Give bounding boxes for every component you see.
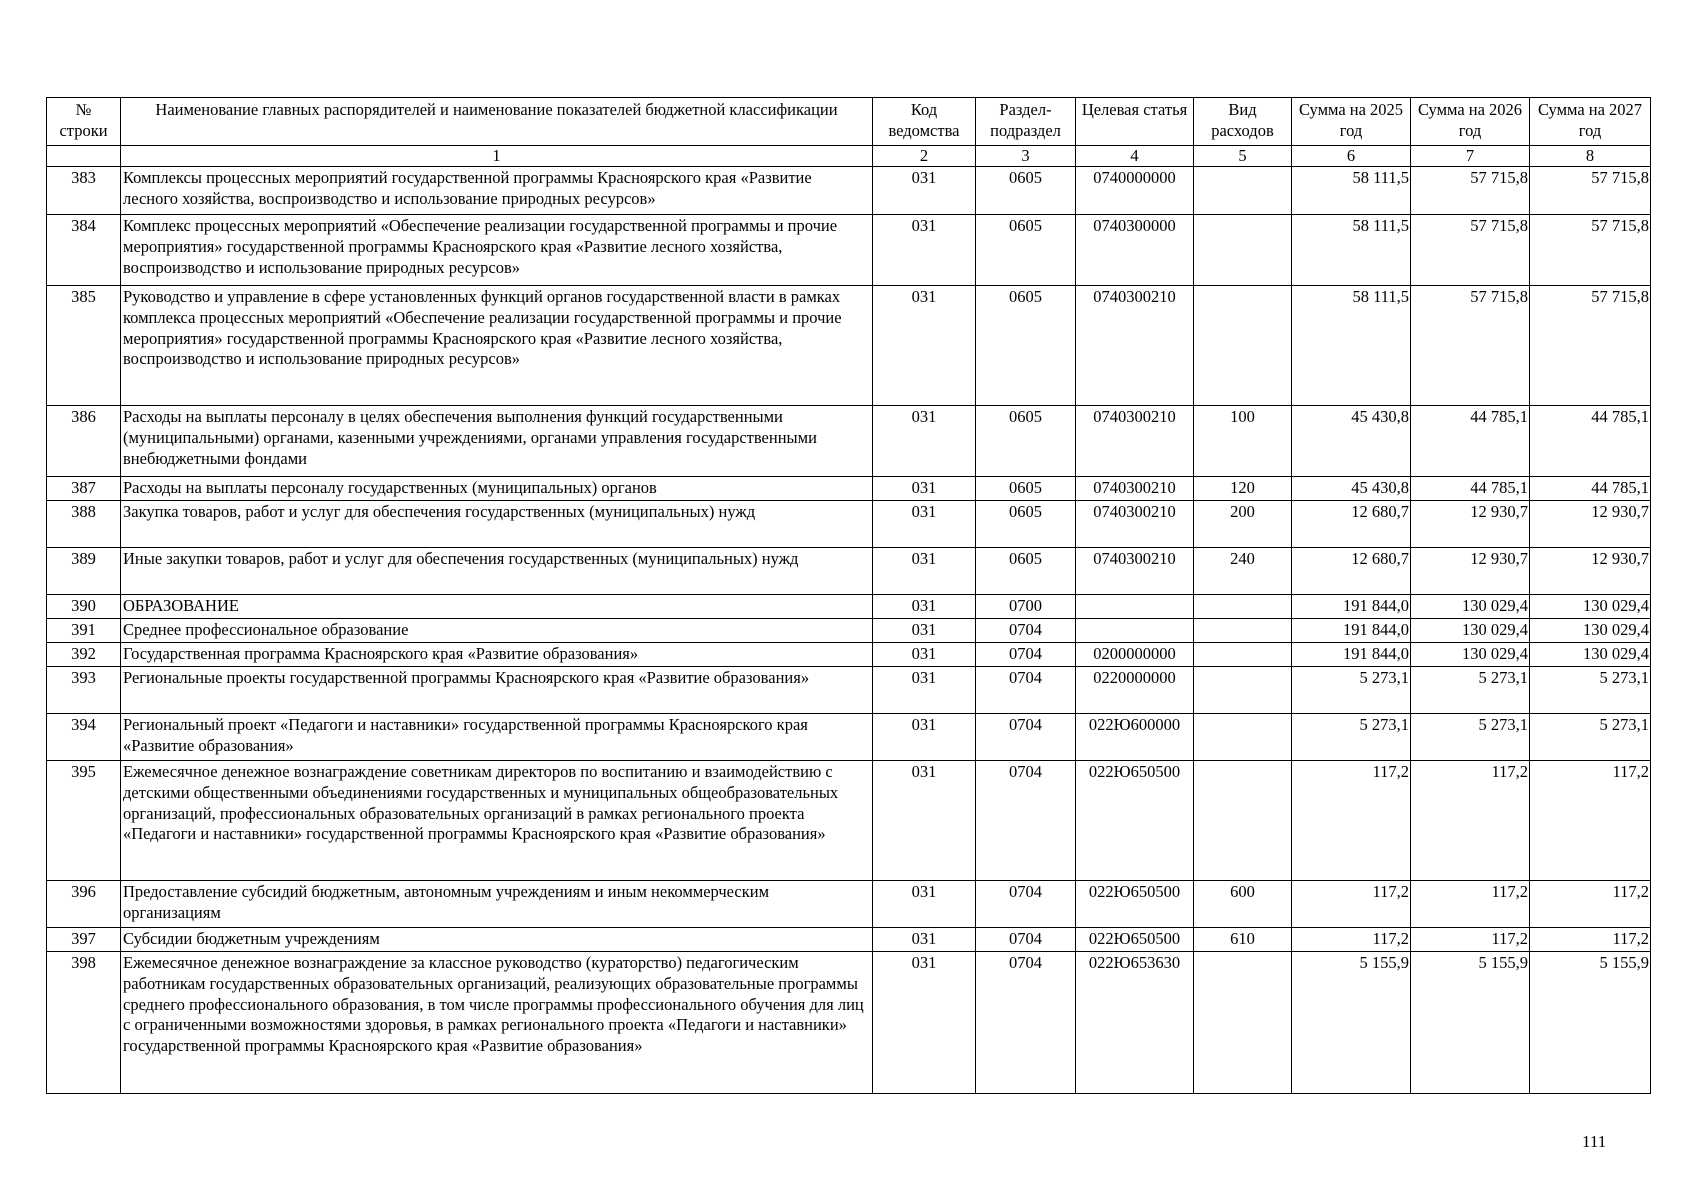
row-sum-2027: 44 785,1: [1530, 406, 1651, 477]
table-row: [47, 286, 1651, 406]
row-sum-2025: 117,2: [1292, 881, 1411, 928]
row-sum-2025: 191 844,0: [1292, 595, 1411, 619]
budget-table: [46, 97, 1651, 1094]
row-sum-2027: 130 029,4: [1530, 619, 1651, 643]
row-department-code: 031: [873, 952, 976, 1094]
row-department-code: 031: [873, 501, 976, 548]
row-target-article: 0740300210: [1076, 406, 1194, 477]
row-section: 0704: [976, 619, 1076, 643]
row-sum-2025: 117,2: [1292, 928, 1411, 952]
row-number: 388: [47, 501, 121, 548]
row-department-code: 031: [873, 548, 976, 595]
row-name: Предоставление субсидий бюджетным, автономным учреждениям и иным некоммерческим организациям: [121, 881, 873, 928]
row-sum-2025: 45 430,8: [1292, 477, 1411, 501]
row-department-code: 031: [873, 714, 976, 761]
table-row: [47, 952, 1651, 1094]
row-sum-2027: 57 715,8: [1530, 286, 1651, 406]
column-number: 4: [1076, 146, 1194, 167]
row-target-article: 022Ю653630: [1076, 952, 1194, 1094]
header-row: [47, 98, 1651, 146]
row-sum-2025: 5 155,9: [1292, 952, 1411, 1094]
row-name: Расходы на выплаты персоналу в целях обеспечения выполнения функций государственными (муниципальными) органами, казенными учреждениями, органами управления государственными внебюджетными фондами: [121, 406, 873, 477]
row-section: 0605: [976, 477, 1076, 501]
column-number: 5: [1194, 146, 1292, 167]
column-number: 8: [1530, 146, 1651, 167]
row-target-article: 022Ю650500: [1076, 928, 1194, 952]
row-department-code: 031: [873, 643, 976, 667]
row-sum-2026: 12 930,7: [1411, 501, 1530, 548]
row-target-article: [1076, 619, 1194, 643]
header-sum-2027: Сумма на 2027 год: [1530, 98, 1651, 146]
table-header: [47, 98, 1651, 167]
table-row: [47, 667, 1651, 714]
row-name: Ежемесячное денежное вознаграждение советникам директоров по воспитанию и взаимодействию с детскими общественными объединениями государственных и муниципальных общеобразовательных организаций, профессиональных образовательных организаций в рамках регионального проекта «Педагоги и наставники» государственной программы Красноярского края «Развитие образования»: [121, 761, 873, 881]
row-expense-kind: [1194, 761, 1292, 881]
table-row: [47, 167, 1651, 215]
row-number: 395: [47, 761, 121, 881]
row-department-code: 031: [873, 477, 976, 501]
row-sum-2027: 12 930,7: [1530, 501, 1651, 548]
row-section: 0605: [976, 167, 1076, 215]
row-sum-2026: 57 715,8: [1411, 215, 1530, 286]
row-sum-2027: 117,2: [1530, 761, 1651, 881]
row-section: 0700: [976, 595, 1076, 619]
table-row: [47, 215, 1651, 286]
row-sum-2025: 191 844,0: [1292, 619, 1411, 643]
row-sum-2027: 5 155,9: [1530, 952, 1651, 1094]
table-row: [47, 714, 1651, 761]
row-sum-2027: 57 715,8: [1530, 167, 1651, 215]
row-sum-2025: 45 430,8: [1292, 406, 1411, 477]
row-number: 398: [47, 952, 121, 1094]
row-expense-kind: 610: [1194, 928, 1292, 952]
row-name: Ежемесячное денежное вознаграждение за классное руководство (кураторство) педагогическим работникам государственных образовательных организаций, реализующих образовательные программы среднего профессионального образования, в том числе программы профессионального обучения для лиц с ограниченными возможностями здоровья, в рамках регионального проекта «Педагоги и наставники» государственной программы Красноярского края «Развитие образования»: [121, 952, 873, 1094]
row-expense-kind: [1194, 215, 1292, 286]
row-number: 387: [47, 477, 121, 501]
row-department-code: 031: [873, 619, 976, 643]
row-target-article: 022Ю600000: [1076, 714, 1194, 761]
row-expense-kind: 100: [1194, 406, 1292, 477]
row-name: Среднее профессиональное образование: [121, 619, 873, 643]
row-sum-2027: 117,2: [1530, 928, 1651, 952]
row-sum-2026: 44 785,1: [1411, 406, 1530, 477]
row-sum-2027: 117,2: [1530, 881, 1651, 928]
row-target-article: 0740000000: [1076, 167, 1194, 215]
row-expense-kind: [1194, 643, 1292, 667]
page-number: 111: [1582, 1132, 1607, 1151]
row-sum-2026: 5 155,9: [1411, 952, 1530, 1094]
row-section: 0704: [976, 881, 1076, 928]
row-expense-kind: [1194, 714, 1292, 761]
row-sum-2026: 57 715,8: [1411, 286, 1530, 406]
header-name: Наименование главных распорядителей и наименование показателей бюджетной классификации: [121, 98, 873, 146]
row-sum-2025: 58 111,5: [1292, 167, 1411, 215]
row-name: Субсидии бюджетным учреждениям: [121, 928, 873, 952]
row-target-article: 0740300000: [1076, 215, 1194, 286]
row-expense-kind: [1194, 619, 1292, 643]
column-number-empty: [47, 146, 121, 167]
row-sum-2025: 12 680,7: [1292, 548, 1411, 595]
row-section: 0605: [976, 215, 1076, 286]
row-name: Закупка товаров, работ и услуг для обеспечения государственных (муниципальных) нужд: [121, 501, 873, 548]
column-number: 7: [1411, 146, 1530, 167]
row-number: 394: [47, 714, 121, 761]
row-department-code: 031: [873, 928, 976, 952]
row-sum-2027: 5 273,1: [1530, 714, 1651, 761]
row-sum-2027: 5 273,1: [1530, 667, 1651, 714]
row-number: 393: [47, 667, 121, 714]
row-number: 385: [47, 286, 121, 406]
row-sum-2026: 117,2: [1411, 761, 1530, 881]
header-sum-2025: Сумма на 2025 год: [1292, 98, 1411, 146]
row-target-article: 022Ю650500: [1076, 761, 1194, 881]
row-sum-2027: 130 029,4: [1530, 595, 1651, 619]
row-target-article: 0740300210: [1076, 286, 1194, 406]
row-target-article: 0740300210: [1076, 548, 1194, 595]
row-expense-kind: 600: [1194, 881, 1292, 928]
row-sum-2025: 12 680,7: [1292, 501, 1411, 548]
row-name: Региональный проект «Педагоги и наставники» государственной программы Красноярского края «Развитие образования»: [121, 714, 873, 761]
column-number: 3: [976, 146, 1076, 167]
row-number: 386: [47, 406, 121, 477]
row-sum-2025: 58 111,5: [1292, 215, 1411, 286]
table-row: [47, 619, 1651, 643]
table-row: [47, 406, 1651, 477]
header-department-code: Код ведомства: [873, 98, 976, 146]
header-section: Раздел-подраздел: [976, 98, 1076, 146]
column-number: 2: [873, 146, 976, 167]
row-expense-kind: [1194, 952, 1292, 1094]
row-number: 391: [47, 619, 121, 643]
table-row: [47, 761, 1651, 881]
row-section: 0704: [976, 928, 1076, 952]
row-number: 396: [47, 881, 121, 928]
table-row: [47, 477, 1651, 501]
table-body: [47, 167, 1651, 1094]
row-expense-kind: 240: [1194, 548, 1292, 595]
row-sum-2026: 57 715,8: [1411, 167, 1530, 215]
row-name: Региональные проекты государственной программы Красноярского края «Развитие образования»: [121, 667, 873, 714]
row-sum-2026: 44 785,1: [1411, 477, 1530, 501]
row-sum-2025: 5 273,1: [1292, 714, 1411, 761]
row-sum-2027: 44 785,1: [1530, 477, 1651, 501]
row-expense-kind: [1194, 286, 1292, 406]
row-number: 390: [47, 595, 121, 619]
row-section: 0704: [976, 714, 1076, 761]
row-department-code: 031: [873, 667, 976, 714]
row-name: Расходы на выплаты персоналу государственных (муниципальных) органов: [121, 477, 873, 501]
row-sum-2026: 117,2: [1411, 881, 1530, 928]
row-department-code: 031: [873, 286, 976, 406]
row-name: Иные закупки товаров, работ и услуг для обеспечения государственных (муниципальных) нужд: [121, 548, 873, 595]
table-row: [47, 928, 1651, 952]
row-sum-2026: 130 029,4: [1411, 595, 1530, 619]
header-row-number: № строки: [47, 98, 121, 146]
row-sum-2026: 130 029,4: [1411, 643, 1530, 667]
row-target-article: 0740300210: [1076, 477, 1194, 501]
row-number: 383: [47, 167, 121, 215]
column-number: 1: [121, 146, 873, 167]
row-section: 0704: [976, 761, 1076, 881]
row-sum-2026: 130 029,4: [1411, 619, 1530, 643]
row-sum-2026: 5 273,1: [1411, 714, 1530, 761]
column-number-row: [47, 146, 1651, 167]
row-name: Комплекс процессных мероприятий «Обеспечение реализации государственной программы и прочие мероприятия» государственной программы Красноярского края «Развитие лесного хозяйства, воспроизводство и использование природных ресурсов»: [121, 215, 873, 286]
row-name: Государственная программа Красноярского края «Развитие образования»: [121, 643, 873, 667]
row-section: 0605: [976, 286, 1076, 406]
row-target-article: 0740300210: [1076, 501, 1194, 548]
row-department-code: 031: [873, 761, 976, 881]
row-department-code: 031: [873, 215, 976, 286]
row-section: 0605: [976, 501, 1076, 548]
row-number: 397: [47, 928, 121, 952]
row-sum-2027: 130 029,4: [1530, 643, 1651, 667]
header-target-article: Целевая статья: [1076, 98, 1194, 146]
row-sum-2027: 12 930,7: [1530, 548, 1651, 595]
row-section: 0605: [976, 548, 1076, 595]
row-name: Руководство и управление в сфере установленных функций органов государственной власти в рамках комплекса процессных мероприятий «Обеспечение реализации государственной программы и прочие мероприятия» государственной программы Красноярского края «Развитие лесного хозяйства, воспроизводство и использование природных ресурсов»: [121, 286, 873, 406]
row-number: 392: [47, 643, 121, 667]
row-department-code: 031: [873, 406, 976, 477]
row-department-code: 031: [873, 595, 976, 619]
row-expense-kind: [1194, 667, 1292, 714]
row-sum-2025: 5 273,1: [1292, 667, 1411, 714]
row-sum-2026: 12 930,7: [1411, 548, 1530, 595]
row-section: 0605: [976, 406, 1076, 477]
row-sum-2025: 117,2: [1292, 761, 1411, 881]
row-target-article: [1076, 595, 1194, 619]
table-row: [47, 643, 1651, 667]
row-sum-2025: 58 111,5: [1292, 286, 1411, 406]
row-sum-2026: 5 273,1: [1411, 667, 1530, 714]
row-sum-2026: 117,2: [1411, 928, 1530, 952]
row-target-article: 0220000000: [1076, 667, 1194, 714]
table-row: [47, 501, 1651, 548]
row-department-code: 031: [873, 167, 976, 215]
row-expense-kind: [1194, 167, 1292, 215]
row-department-code: 031: [873, 881, 976, 928]
table-row: [47, 595, 1651, 619]
row-name: ОБРАЗОВАНИЕ: [121, 595, 873, 619]
column-number: 6: [1292, 146, 1411, 167]
table-row: [47, 548, 1651, 595]
row-target-article: 0200000000: [1076, 643, 1194, 667]
row-expense-kind: 200: [1194, 501, 1292, 548]
row-section: 0704: [976, 667, 1076, 714]
row-section: 0704: [976, 952, 1076, 1094]
row-name: Комплексы процессных мероприятий государственной программы Красноярского края «Развитие лесного хозяйства, воспроизводство и использование природных ресурсов»: [121, 167, 873, 215]
table-row: [47, 881, 1651, 928]
row-expense-kind: [1194, 595, 1292, 619]
header-expense-kind: Вид расходов: [1194, 98, 1292, 146]
row-section: 0704: [976, 643, 1076, 667]
row-number: 389: [47, 548, 121, 595]
row-sum-2027: 57 715,8: [1530, 215, 1651, 286]
row-target-article: 022Ю650500: [1076, 881, 1194, 928]
header-sum-2026: Сумма на 2026 год: [1411, 98, 1530, 146]
row-sum-2025: 191 844,0: [1292, 643, 1411, 667]
row-number: 384: [47, 215, 121, 286]
row-expense-kind: 120: [1194, 477, 1292, 501]
